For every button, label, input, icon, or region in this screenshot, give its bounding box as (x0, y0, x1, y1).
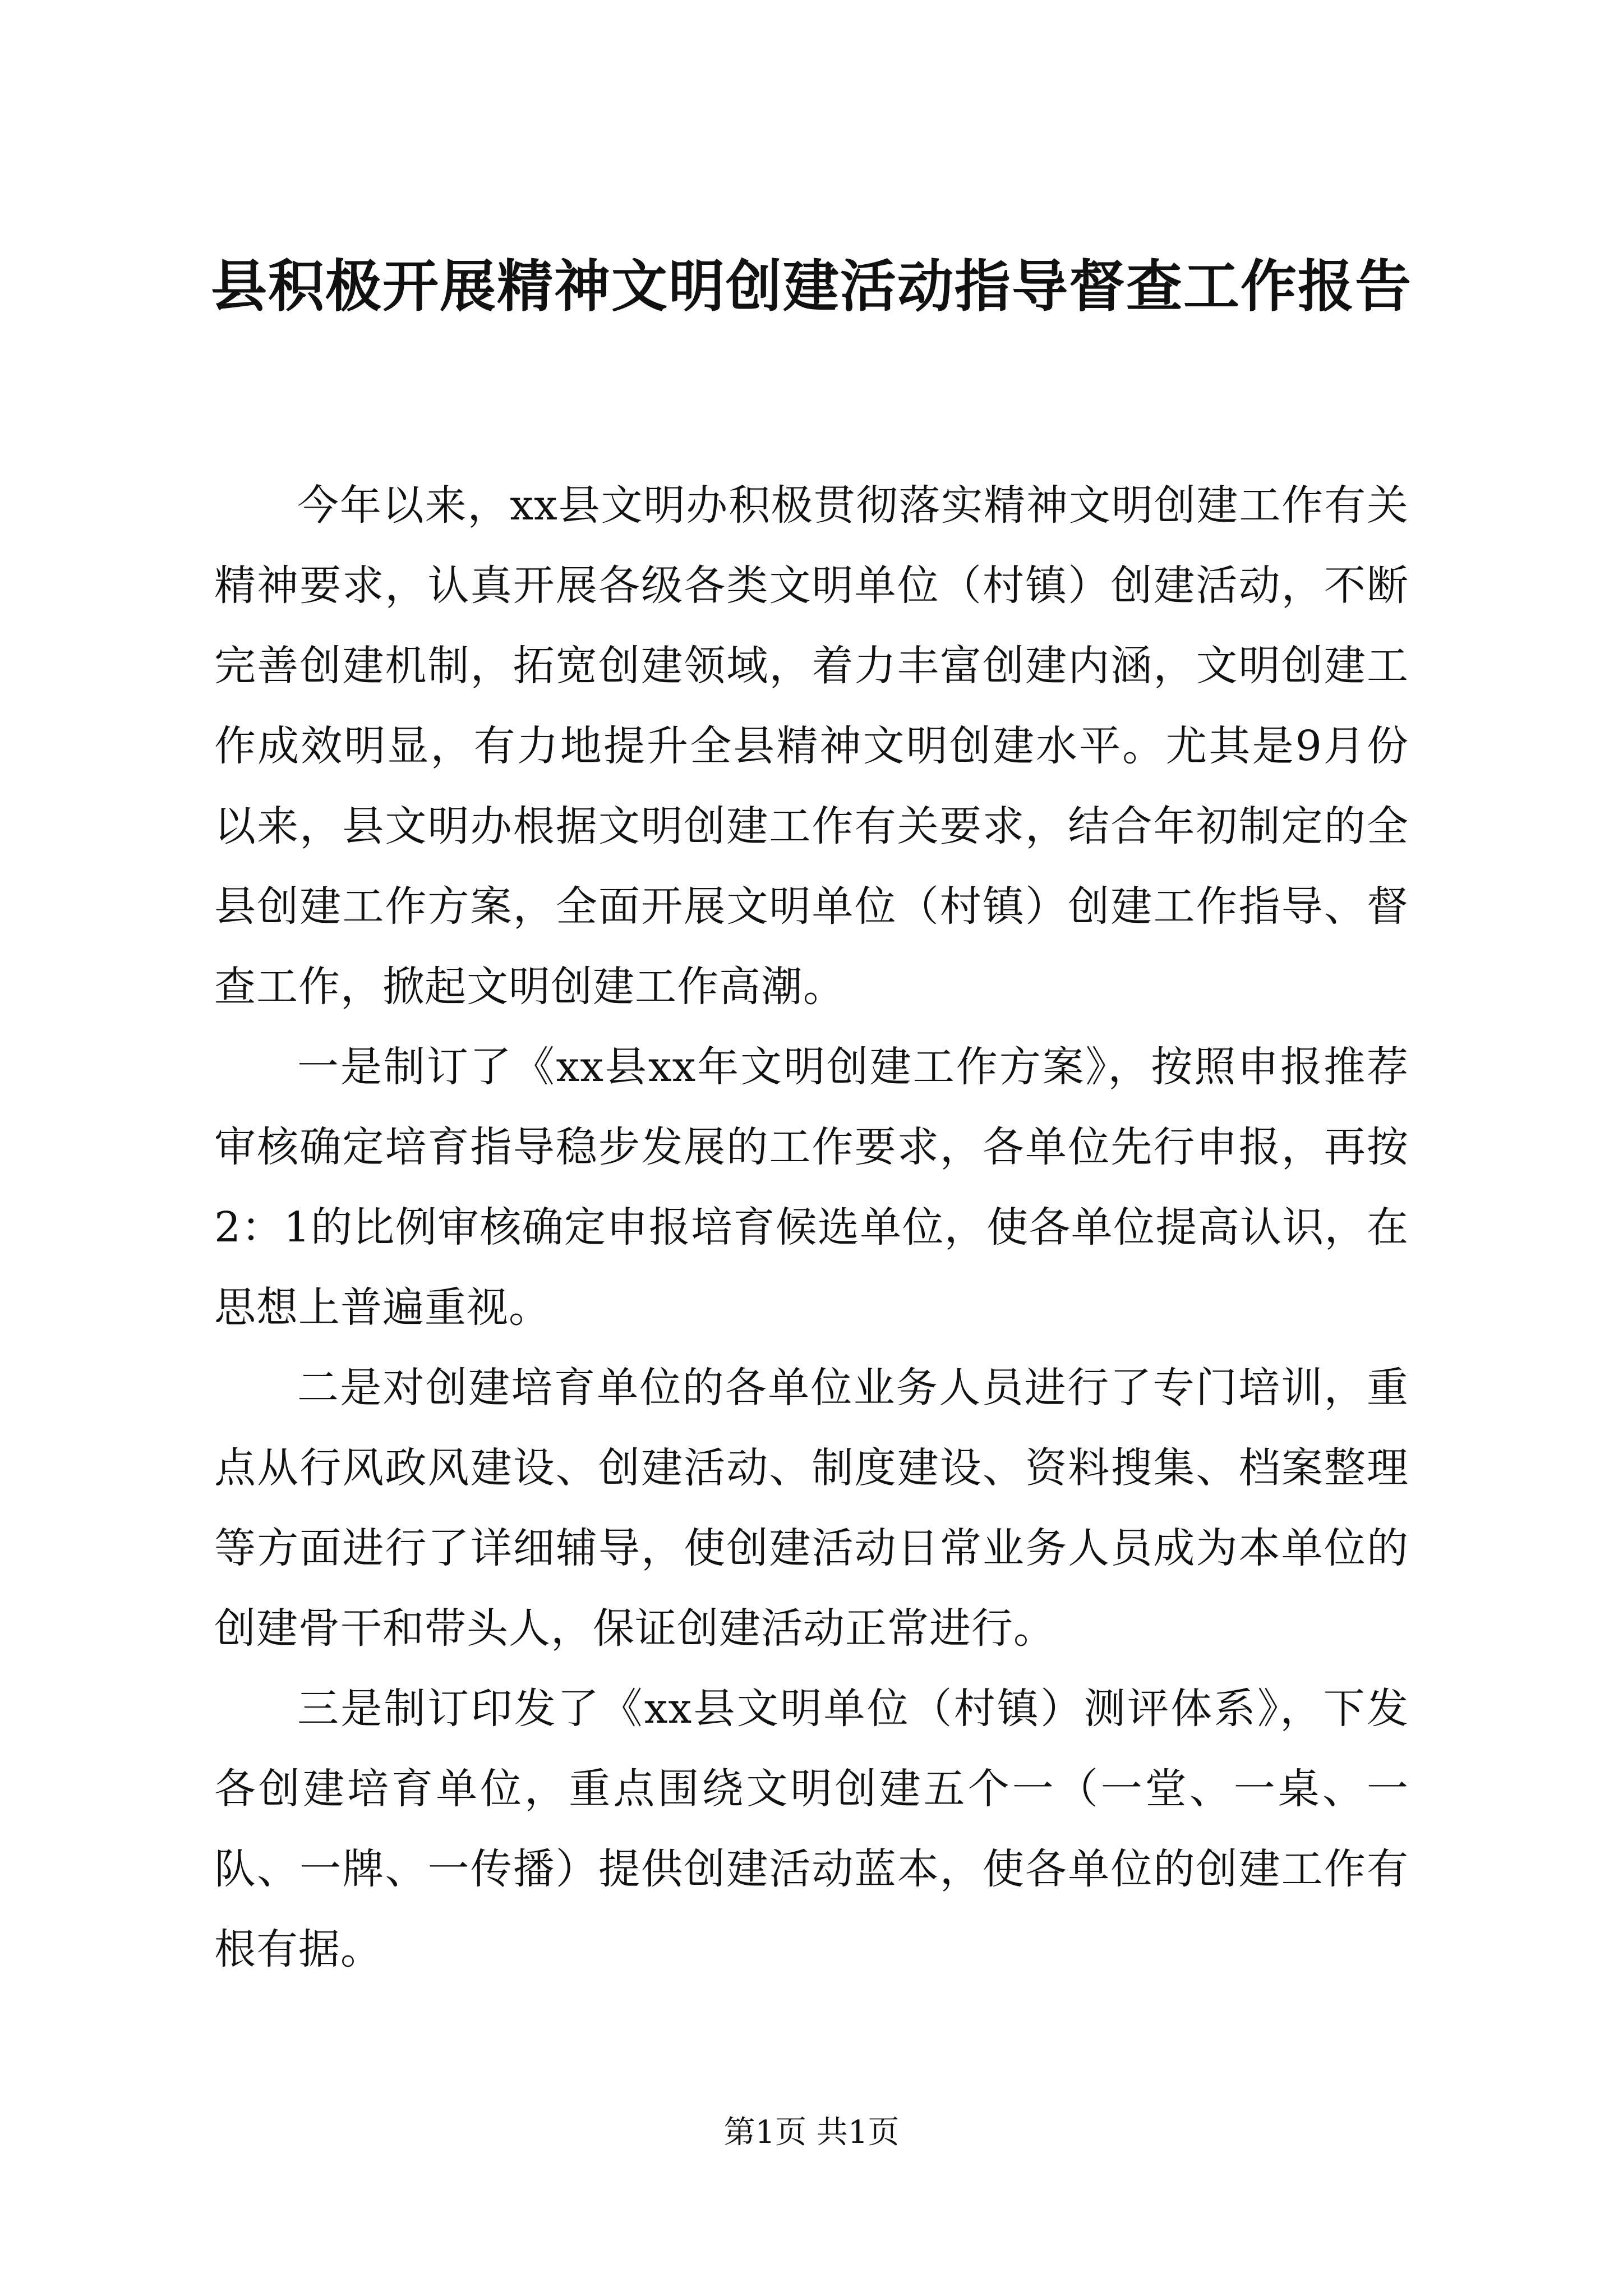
paragraph-point-three: 三是制订印发了《xx县文明单位（村镇）测评体系》，下发各创建培育单位，重点围绕文明创建五个一（一堂、一桌、一队、一牌、一传播）提供创建活动蓝本，使各单位的创建工作有根有据。 (214, 1685, 1409, 1973)
paragraph-intro: 今年以来，xx县文明办积极贯彻落实精神文明创建工作有关精神要求，认真开展各级各类文明单位（村镇）创建活动，不断完善创建机制，拓宽创建领域，着力丰富创建内涵，文明创建工作成效明显，有力地提升全县精神文明创建水平。尤其是9月份以来，县文明办根据文明创建工作有关要求，结合年初制定的全县创建工作方案，全面开展文明单位（村镇）创建工作指导、督查工作，掀起文明创建工作高潮。 (214, 481, 1409, 1011)
document-body (214, 466, 1409, 1990)
page-number-footer: 第1页 共1页 (723, 2114, 900, 2151)
paragraph-point-two: 二是对创建培育单位的各单位业务人员进行了专门培训，重点从行风政风建设、创建活动、制度建设、资料搜集、档案整理等方面进行了详细辅导，使创建活动日常业务人员成为本单位的创建骨干和带头人，保证创建活动正常进行。 (214, 1364, 1409, 1653)
paragraph-point-one: 一是制订了《xx县xx年文明创建工作方案》，按照申报推荐审核确定培育指导稳步发展的工作要求，各单位先行申报，再按2：1的比例审核确定申报培育候选单位，使各单位提高认识，在思想上普遍重视。 (214, 1043, 1409, 1332)
document-title: 县积极开展精神文明创建活动指导督查工作报告 (211, 253, 1412, 319)
